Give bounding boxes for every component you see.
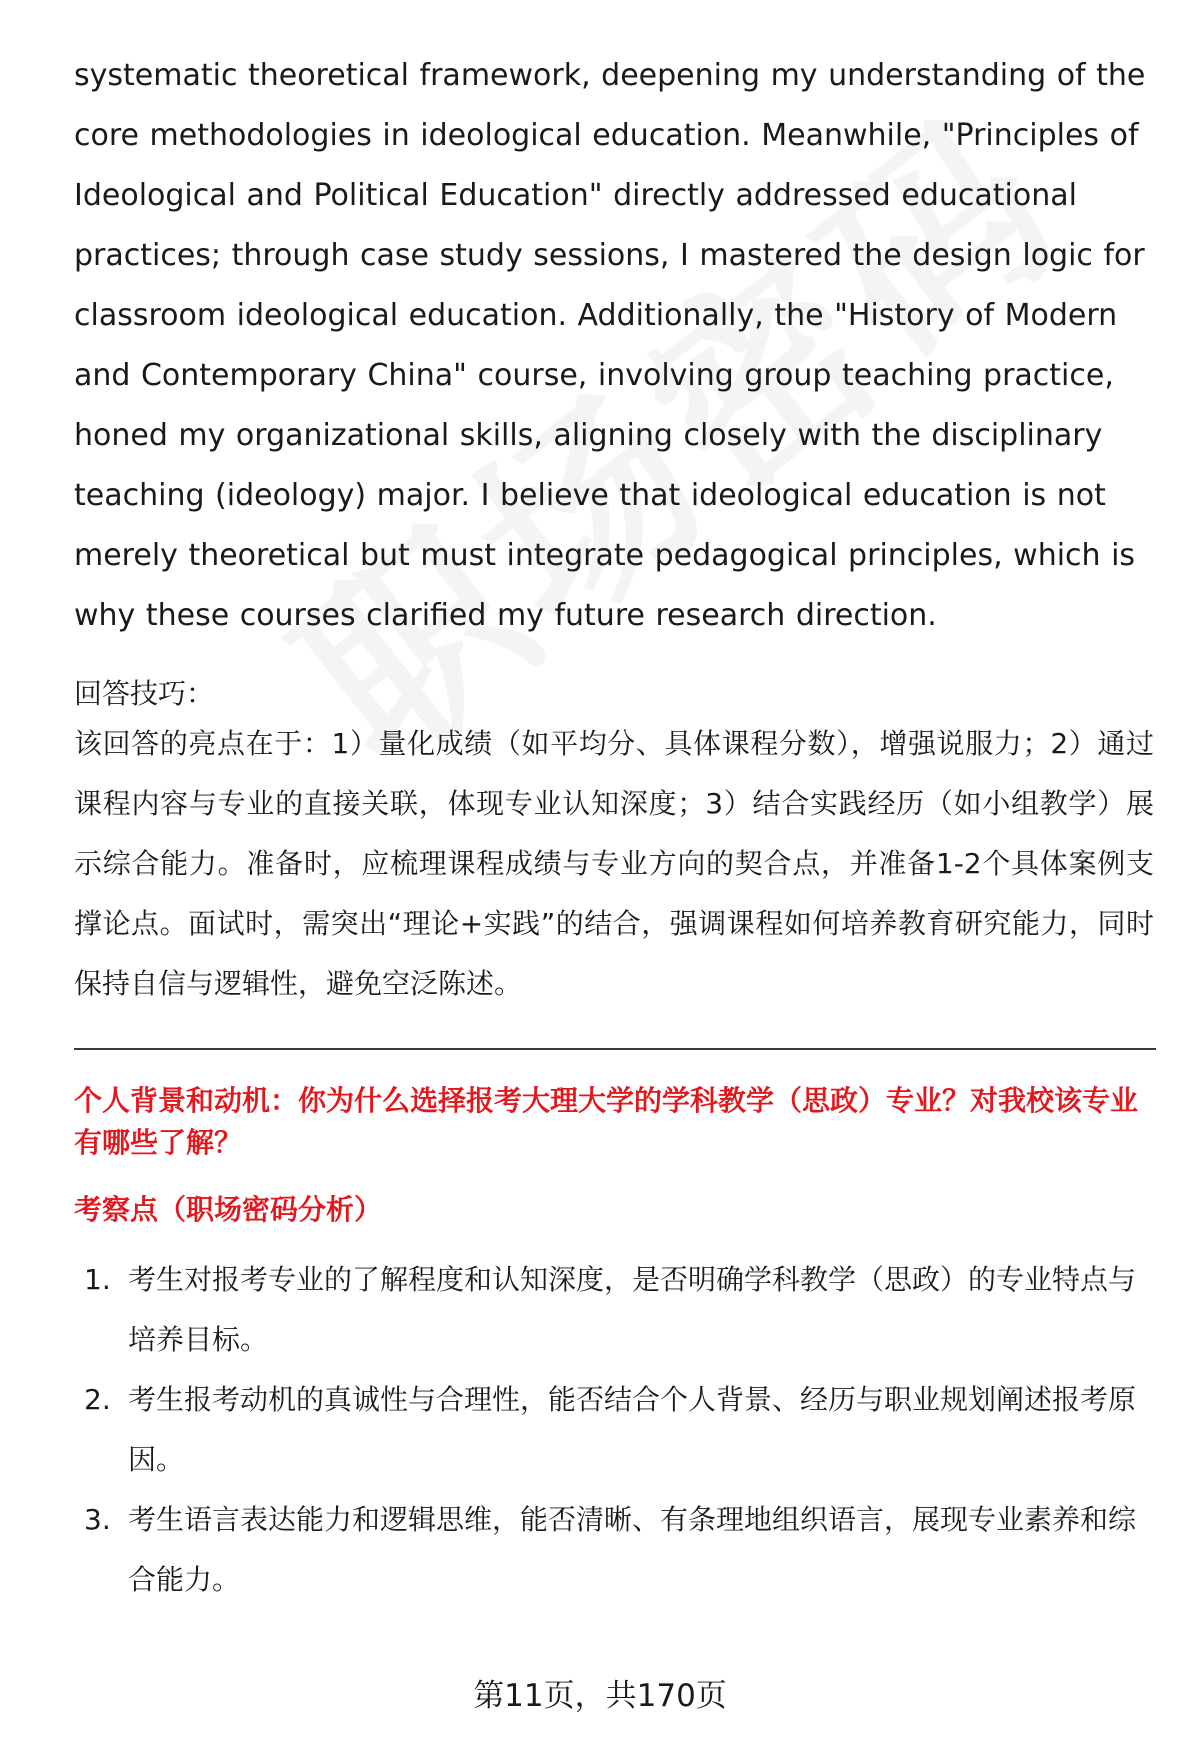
assessment-points-list: [74, 1250, 1154, 1610]
list-item: [74, 1490, 1154, 1610]
list-item-number: 2.: [84, 1383, 111, 1416]
section-title: 考察点（职场密码分析）: [74, 1193, 383, 1226]
page-number-footer: 第11页，共170页: [473, 1678, 727, 1714]
list-item-number: 1.: [84, 1263, 111, 1296]
page-content: [74, 46, 1154, 1610]
list-item: [74, 1250, 1154, 1370]
interview-question: 个人背景和动机：你为什么选择报考大理大学的学科教学（思政）专业？对我校该专业有哪些了解？: [74, 1084, 1139, 1159]
tips-body: 该回答的亮点在于：1）量化成绩（如平均分、具体课程分数），增强说服力；2）通过课程内容与专业的直接关联，体现专业认知深度；3）结合实践经历（如小组教学）展示综合能力。准备时，应梳理课程成绩与专业方向的契合点，并准备1-2个具体案例支撑论点。面试时，需突出“理论+实践”的结合，强调课程如何培养教育研究能力，同时保持自信与逻辑性，避免空泛陈述。: [74, 727, 1154, 1000]
english-answer-paragraph: systematic theoretical framework, deepening my understanding of the core methodologies in ideological education. Meanwhile, "Principles of Ideological and Political Education" directly addressed educational practices; through case study sessions, I mastered the design logic for classroom ideological education. Additionally, the "History of Modern and Contemporary China" course, involving group teaching practice, honed my organizational skills, aligning closely with the disciplinary teaching (ideology) major. I believe that ideological education is not merely theoretical but must integrate pedagogical principles, which is why these courses clarified my future research direction.: [74, 58, 1146, 633]
list-item-text: 考生对报考专业的了解程度和认知深度，是否明确学科教学（思政）的专业特点与培养目标。: [128, 1263, 1137, 1356]
tips-label: 回答技巧：: [74, 677, 215, 710]
list-item-text: 考生语言表达能力和逻辑思维，能否清晰、有条理地组织语言，展现专业素养和综合能力。: [128, 1503, 1137, 1596]
list-item-text: 考生报考动机的真诚性与合理性，能否结合个人背景、经历与职业规划阐述报考原因。: [128, 1383, 1137, 1476]
list-item-number: 3.: [84, 1503, 111, 1536]
list-item: [74, 1370, 1154, 1490]
section-divider: [74, 1048, 1156, 1050]
